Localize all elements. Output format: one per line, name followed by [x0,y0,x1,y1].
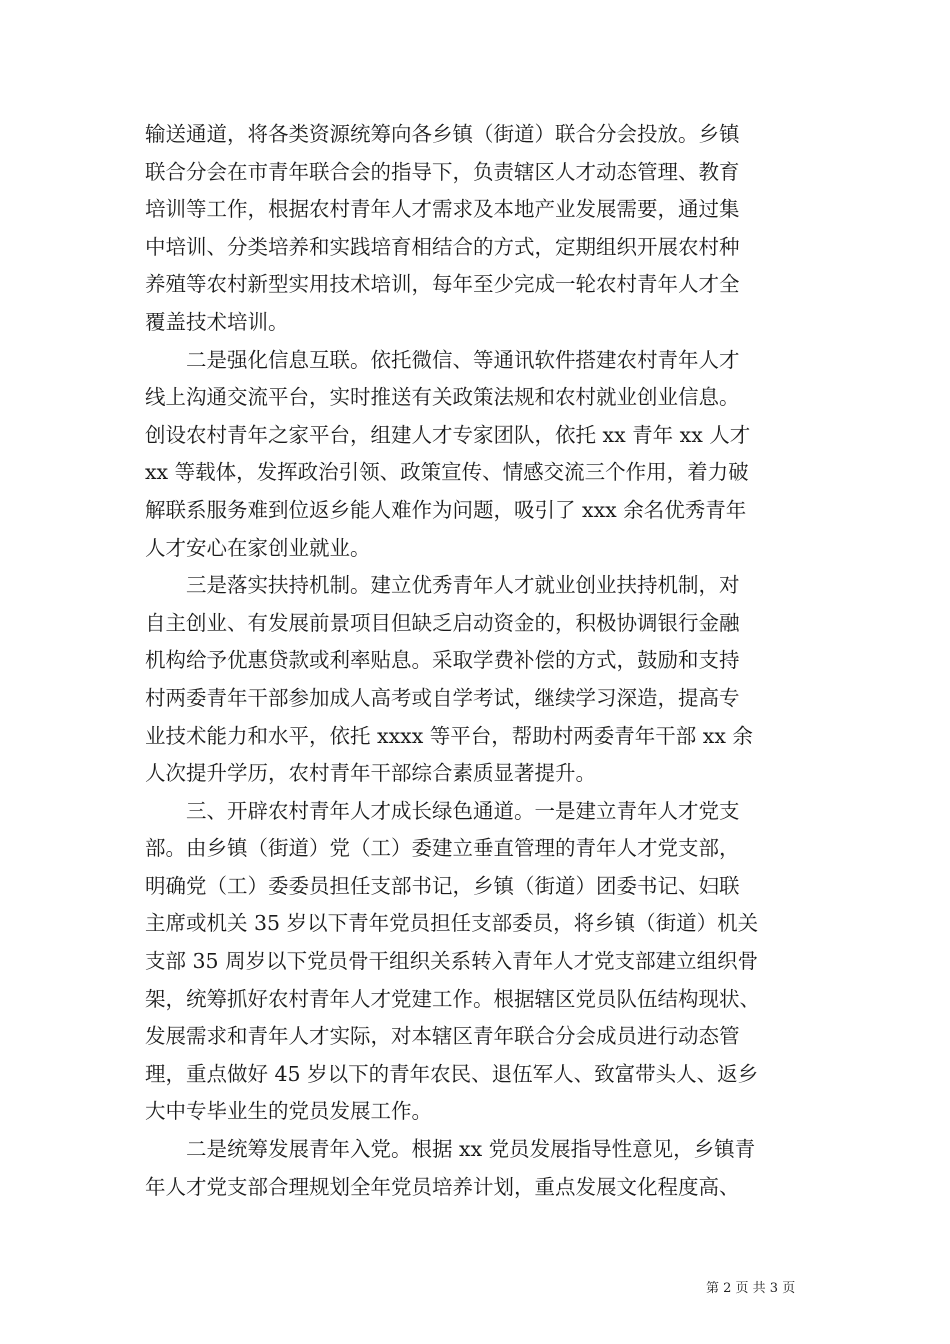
paragraph-start-line: 三、开辟农村青年人才成长绿色通道。一是建立青年人才党支 [186,798,740,823]
text-line: 覆盖技术培训。 [145,309,289,334]
page-number-footer: 第 2 页 共 3 页 [706,1281,796,1296]
text-line: 部。由乡镇（街道）党（工）委建立垂直管理的青年人才党支部， [145,836,740,861]
text-line: 解联系服务难到位返乡能人难作为问题，吸引了 xxx 余名优秀青年 [145,497,747,522]
text-line: 年人才党支部合理规划全年党员培养计划，重点发展文化程度高、 [145,1174,740,1199]
text-line: 大中专毕业生的党员发展工作。 [145,1099,432,1124]
text-line: 输送通道，将各类资源统筹向各乡镇（街道）联合分会投放。乡镇 [145,122,740,146]
text-line: xx 等载体，发挥政治引领、政策宣传、情感交流三个作用，着力破 [145,460,749,485]
text-line: 创设农村青年之家平台，组建人才专家团队，依托 xx 青年 xx 人才 [145,422,751,447]
text-line: 人才安心在家创业就业。 [145,535,371,560]
text-line: 明确党（工）委委员担任支部书记，乡镇（街道）团委书记、妇联 [145,873,740,898]
paragraph-start-line: 二是强化信息互联。依托微信、等通讯软件搭建农村青年人才 [186,347,740,372]
text-line: 养殖等农村新型实用技术培训，每年至少完成一轮农村青年人才全 [145,272,740,297]
text-line: 中培训、分类培养和实践培育相结合的方式，定期组织开展农村种 [145,234,740,259]
text-line: 理，重点做好 45 岁以下的青年农民、退伍军人、致富带头人、返乡 [145,1061,759,1086]
text-line: 业技术能力和水平，依托 xxxx 等平台，帮助村两委青年干部 xx 余 [145,723,753,748]
text-line: 线上沟通交流平台，实时推送有关政策法规和农村就业创业信息。 [145,385,740,410]
text-line: 村两委青年干部参加成人高考或自学考试，继续学习深造，提高专 [145,685,740,710]
body-text [145,116,805,1206]
text-line: 人次提升学历，农村青年干部综合素质显著提升。 [145,761,596,786]
paragraph-start-line: 二是统筹发展青年入党。根据 xx 党员发展指导性意见，乡镇青 [186,1137,756,1162]
text-line: 架，统筹抓好农村青年人才党建工作。根据辖区党员队伍结构现状、 [145,986,760,1011]
text-line: 机构给予优惠贷款或利率贴息。采取学费补偿的方式，鼓励和支持 [145,648,740,673]
text-line: 发展需求和青年人才实际，对本辖区青年联合分会成员进行动态管 [145,1024,740,1049]
text-line: 主席或机关 35 岁以下青年党员担任支部委员，将乡镇（街道）机关 [145,911,759,936]
text-line: 联合分会在市青年联合会的指导下，负责辖区人才动态管理、教育 [145,159,740,184]
text-line: 自主创业、有发展前景项目但缺乏启动资金的，积极协调银行金融 [145,610,740,635]
text-line: 培训等工作，根据农村青年人才需求及本地产业发展需要，通过集 [145,197,740,222]
paragraph-start-line: 三是落实扶持机制。建立优秀青年人才就业创业扶持机制，对 [186,573,740,598]
text-line: 支部 35 周岁以下党员骨干组织关系转入青年人才党支部建立组织骨 [145,949,759,974]
